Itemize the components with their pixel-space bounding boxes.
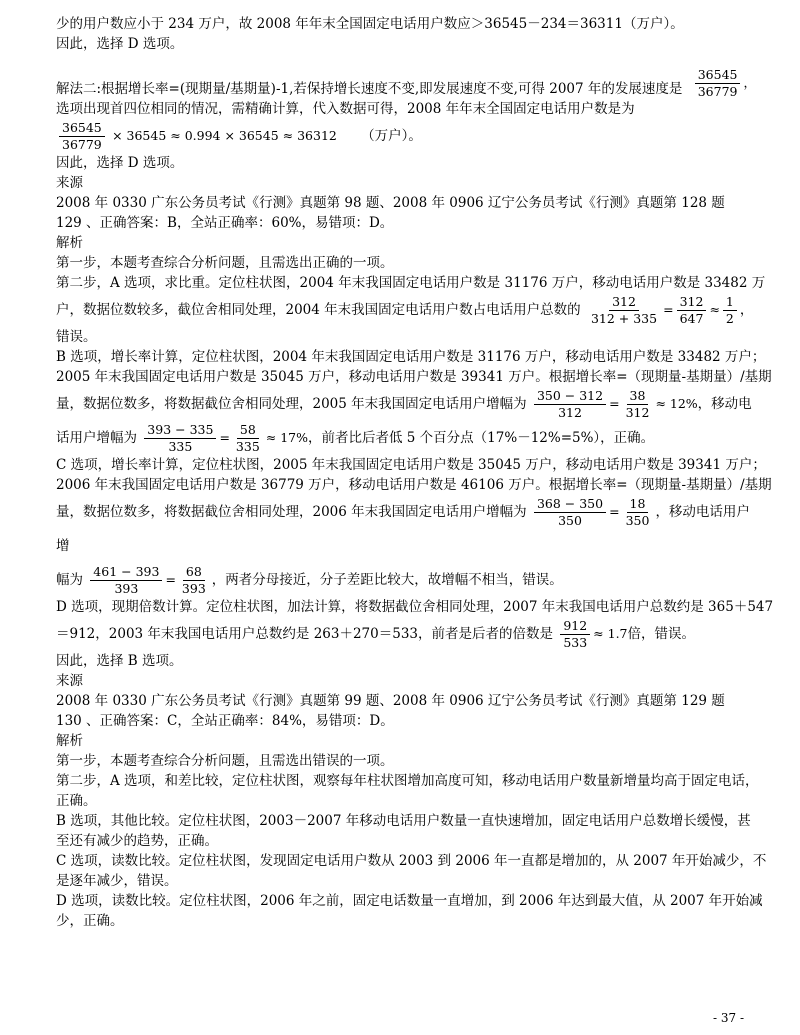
fraction: $\frac{368 - 350}{350}$ — [534, 497, 606, 528]
text-line: D 选项，读数比较。定位柱状图，2006 年之前，固定电话数量一直增加，到 2006 年达到最大值，从 2007 年开始减 — [56, 893, 763, 909]
text-line: 2005 年末我国固定电话用户数是 35045 万户，移动电话用户数是 39341 万户。根据增长率=（现期量-基期量）/基期 — [56, 369, 772, 385]
text-line: 选项出现首四位相同的情况，需精确计算，代入数据可得，2008 年年末全国固定电话用户数是为 — [56, 101, 635, 117]
formula-block: $\frac{36545}{36779}$ ， — [56, 68, 756, 99]
text-line: 第一步，本题考查综合分析问题，且需选出错误的一项。 — [56, 753, 394, 769]
fraction: $\frac{36545}{36779}$ — [695, 68, 741, 99]
fraction: $\frac{36545}{36779}$ — [59, 121, 105, 152]
answer-line: 130 、正确答案：C，全站正确率：84%，易错项：D。 — [56, 713, 394, 729]
formula-line: ＝912，2003 年末我国电话用户总数约是 263＋270＝533，前者是后者的倍数是 $\frac{912}{533}$ ≈ 1.7倍，错误。 — [56, 618, 695, 650]
text-line: 少的用户数应小于 234 万户，故 2008 年年末全国固定电话用户数应＞36545－234＝36311（万户）。 — [56, 16, 684, 32]
text-line: 因此，选择 D 选项。 — [56, 155, 184, 171]
text-line: 第一步，本题考查综合分析问题，且需选出正确的一项。 — [56, 255, 394, 271]
text-line: 2006 年末我国固定电话用户数是 36779 万户，移动电话用户数是 46106 万户。根据增长率=（现期量-基期量）/基期 — [56, 477, 772, 493]
fraction: $\frac{18}{350}$ — [625, 496, 650, 528]
source-text: 2008 年 0330 广东公务员考试《行测》真题第 99 题、2008 年 0906 辽宁公务员考试《行测》真题第 129 题 — [56, 693, 725, 709]
formula-line: $\frac{36545}{36779}$ × 36545 ≈ 0.994 × 36545 ≈ 36312 （万户）。 — [56, 119, 756, 153]
text-line: 正确。 — [56, 793, 97, 809]
fraction: $\frac{350 - 312}{312}$ — [534, 389, 606, 420]
text-line: C 选项，增长率计算，定位柱状图，2005 年末我国固定电话用户数是 35045 万户，移动电话用户数是 39341 万户； — [56, 457, 766, 473]
text-line: 因此，选择 B 选项。 — [56, 653, 183, 669]
fraction: $\frac{68}{393}$ — [181, 564, 206, 596]
fraction: $\frac{312}{312 + 335}$ — [590, 294, 658, 326]
source-label: 来源 — [56, 673, 83, 689]
fraction: $\frac{912}{533}$ — [560, 619, 590, 650]
text-line: 少，正确。 — [56, 913, 124, 929]
fraction: $\frac{312}{647}$ — [677, 295, 707, 326]
source-label: 来源 — [56, 175, 83, 191]
formula-line: 话用户增幅为 $\frac{393 - 335}{335}$ = $\frac{58}{335}$ ≈ 17%，前者比后者低 5 个百分点（17%－12%=5%），正确。 — [56, 422, 655, 454]
fraction: $\frac{1}{2}$ — [723, 295, 737, 326]
text-line: 是逐年减少，错误。 — [56, 873, 178, 889]
analysis-heading: 解析 — [56, 733, 83, 749]
answer-line: 129 、正确答案：B，全站正确率：60%，易错项：D。 — [56, 215, 394, 231]
formula-line: 量，数据位数多，将数据截位舍相同处理，2005 年末我国固定电话用户增幅为 $\frac{350 - 312}{312}$ = $\frac{38}{312}$ ≈ 12%，移动电 — [56, 388, 752, 420]
text-line: D 选项，现期倍数计算。定位柱状图，加法计算，将数据截位舍相同处理，2007 年末我国电话用户总数约是 365＋547 — [56, 599, 774, 615]
text-line: B 选项，增长率计算，定位柱状图，2004 年末我国固定电话用户数是 31176 万户，移动电话用户数是 33482 万户； — [56, 349, 766, 365]
fraction: $\frac{461 - 393}{393}$ — [90, 565, 162, 596]
page-number: - 37 - — [712, 1011, 744, 1025]
analysis-heading: 解析 — [56, 235, 83, 251]
formula-line: 幅为 $\frac{461 - 393}{393}$ = $\frac{68}{393}$ ，两者分母接近，分子差距比较大，故增幅不相当，错误。 — [56, 564, 563, 596]
fraction: $\frac{393 - 335}{335}$ — [144, 423, 216, 454]
source-text: 2008 年 0330 广东公务员考试《行测》真题第 98 题、2008 年 0906 辽宁公务员考试《行测》真题第 128 题 — [56, 195, 725, 211]
fraction: $\frac{58}{335}$ — [235, 422, 260, 454]
text-line: 第二步，A 选项，求比重。定位柱状图，2004 年末我国固定电话用户数是 31176 万户，移动电话用户数是 33482 万 — [56, 275, 766, 291]
text-line: 错误。 — [56, 329, 97, 345]
text-line: 因此，选择 D 选项。 — [56, 36, 184, 52]
text-line: 第二步，A 选项，和差比较，定位柱状图，观察每年柱状图增加高度可知，移动电话用户数量新增量均高于固定电话， — [56, 773, 759, 789]
formula-line: 户，数据位数较多，截位舍相同处理，2004 年末我国固定电话用户数占电话用户总数的 $\frac{312}{312 + 335}$ = $\frac{312}{647}$ ≈ $\frac{1}{2}$ ， — [56, 294, 754, 326]
text-line: 解法二:根据增长率=(现期量/基期量)-1,若保持增长速度不变,即发展速度不变,可得 2007 年的发展速度是 — [56, 81, 683, 97]
text-line: 至还有减少的趋势，正确。 — [56, 833, 218, 849]
document-body — [56, 14, 774, 931]
text-line: B 选项，其他比较。定位柱状图，2003－2007 年移动电话用户数量一直快速增加，固定电话用户总数增长缓慢，甚 — [56, 813, 751, 829]
text-line: C 选项，读数比较。定位柱状图，发现固定电话用户数从 2003 到 2006 年一直都是增加的，从 2007 年开始减少，不 — [56, 853, 767, 869]
formula-line: 量，数据位数多，将数据截位舍相同处理，2006 年末我国固定电话用户增幅为 $\frac{368 - 350}{350}$ = $\frac{18}{350}$ ，移动电话用户增 — [56, 496, 750, 554]
fraction: $\frac{38}{312}$ — [625, 388, 650, 420]
